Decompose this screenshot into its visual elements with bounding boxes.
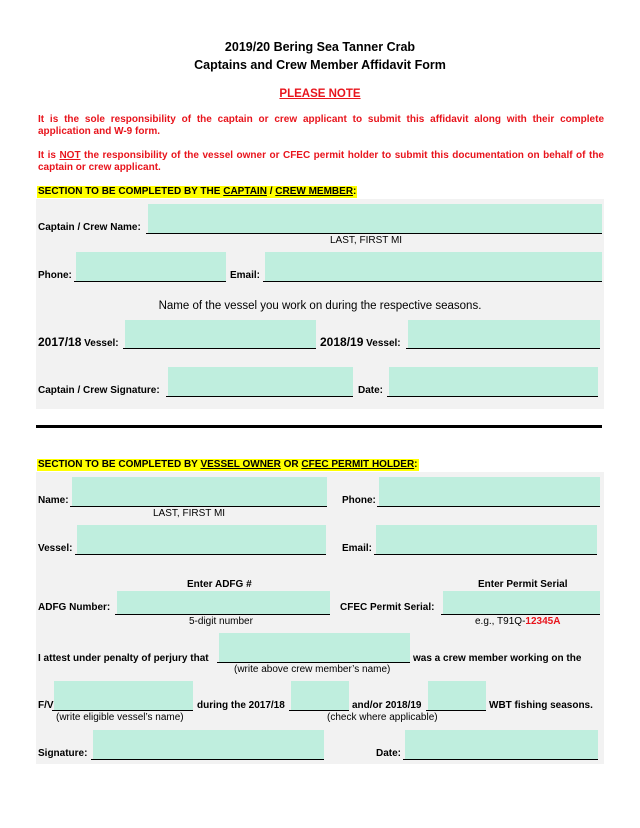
captain-name-field[interactable] xyxy=(148,204,602,233)
section2-heading-text: SECTION TO BE COMPLETED BY xyxy=(38,459,201,470)
cfec-hint-example: 12345A xyxy=(525,616,561,627)
adfg-number-underline xyxy=(115,614,330,615)
attest-label: I attest under penalty of perjury that xyxy=(38,653,209,664)
note-not-responsibility xyxy=(38,150,604,174)
section2-heading-or: OR xyxy=(280,459,302,470)
vessel-1718-underline xyxy=(123,348,316,349)
owner-name-field[interactable] xyxy=(72,477,327,506)
owner-phone-underline xyxy=(377,506,600,507)
cfec-permit-field[interactable] xyxy=(443,591,600,614)
note2-text-end: the responsibility of the vessel owner or CFEC permit holder to submit this documentation on behalf of the captain or crew applicant. xyxy=(38,150,604,173)
vessel-instruction: Name of the vessel you work on during the respective seasons. xyxy=(158,300,482,312)
captain-date-underline xyxy=(387,396,598,397)
note2-text: It is xyxy=(38,150,60,161)
section1-heading-crew: CREW MEMBER xyxy=(275,186,354,197)
attest-crew-name-underline xyxy=(217,662,410,663)
captain-date-label: Date: xyxy=(358,385,384,396)
section1-heading-captain: CAPTAIN xyxy=(223,186,267,197)
season-1819-checkbox[interactable] xyxy=(428,681,486,710)
permit-enter-label: Enter Permit Serial xyxy=(478,579,568,590)
season-1718-checkbox[interactable] xyxy=(291,681,349,710)
owner-date-field[interactable] xyxy=(405,730,598,759)
season-1718-underline xyxy=(289,710,349,711)
vessel-1718-label xyxy=(38,335,119,349)
fv-vessel-field[interactable] xyxy=(54,681,193,710)
owner-email-label: Email: xyxy=(342,543,373,554)
adfg-enter-label: Enter ADFG # xyxy=(187,579,252,590)
form-title-line1: 2019/20 Bering Sea Tanner Crab xyxy=(224,40,416,54)
owner-date-label: Date: xyxy=(376,748,402,759)
fv-vessel-underline xyxy=(52,710,193,711)
email-field[interactable] xyxy=(265,252,602,281)
owner-email-underline xyxy=(374,554,597,555)
captain-signature-label: Captain / Crew Signature: xyxy=(38,385,160,396)
adfg-number-field[interactable] xyxy=(117,591,330,614)
cfec-hint-text: e.g., T91Q- xyxy=(475,616,526,627)
owner-name-label: Name: xyxy=(38,495,69,506)
captain-signature-field[interactable] xyxy=(168,367,353,396)
captain-name-label: Captain / Crew Name: xyxy=(38,222,141,233)
owner-date-underline xyxy=(403,759,598,760)
please-note-heading: PLEASE NOTE xyxy=(279,88,361,100)
vessel-1718-text: Vessel: xyxy=(81,338,119,349)
section2-heading-cfec: CFEC PERMIT HOLDER xyxy=(301,459,415,470)
email-underline xyxy=(263,281,602,282)
cfec-permit-hint xyxy=(475,616,560,627)
captain-date-field[interactable] xyxy=(389,367,598,396)
phone-label: Phone: xyxy=(38,270,72,281)
vessel-1718-year: 2017/18 xyxy=(38,335,82,349)
note2-not: NOT xyxy=(59,150,81,161)
section1-heading-text: SECTION TO BE COMPLETED BY THE xyxy=(38,186,224,197)
fv-hint: (write eligible vessel’s name) xyxy=(56,712,184,723)
owner-email-field[interactable] xyxy=(376,525,597,554)
section1-heading-colon: : xyxy=(353,186,357,197)
vessel-1718-field[interactable] xyxy=(125,320,316,348)
form-title-line2: Captains and Crew Member Affidavit Form xyxy=(194,58,446,72)
section2-heading-colon: : xyxy=(414,459,418,470)
section1-heading xyxy=(37,186,357,198)
owner-phone-field[interactable] xyxy=(379,477,600,506)
vessel-1819-label xyxy=(320,335,401,349)
email-label: Email: xyxy=(230,270,261,281)
section-divider xyxy=(36,425,602,428)
section1-heading-sep: / xyxy=(266,186,276,197)
attest-continue-label: was a crew member working on the xyxy=(413,653,582,664)
vessel-1819-field[interactable] xyxy=(408,320,600,348)
owner-phone-label: Phone: xyxy=(342,495,376,506)
owner-vessel-underline xyxy=(75,554,326,555)
owner-vessel-label: Vessel: xyxy=(38,543,73,554)
andor-1819-label: and/or 2018/19 xyxy=(352,700,422,711)
owner-signature-label: Signature: xyxy=(38,748,88,759)
owner-signature-underline xyxy=(91,759,324,760)
section2-heading-owner: VESSEL OWNER xyxy=(200,459,281,470)
season-1819-underline xyxy=(426,710,486,711)
note-sole-responsibility: It is the sole responsibility of the captain or crew applicant to submit this affidavit along with their complete application and W-9 form. xyxy=(38,114,604,137)
owner-vessel-field[interactable] xyxy=(77,525,326,554)
section2-heading xyxy=(37,459,419,471)
attest-crew-name-field[interactable] xyxy=(219,633,410,662)
owner-name-underline xyxy=(70,506,327,507)
attest-hint: (write above crew member’s name) xyxy=(234,664,391,675)
cfec-permit-underline xyxy=(441,614,600,615)
captain-name-underline xyxy=(146,233,602,234)
phone-underline xyxy=(74,281,226,282)
fv-label: F/V xyxy=(38,700,54,711)
wbt-seasons-label: WBT fishing seasons. xyxy=(489,700,593,711)
captain-name-hint: LAST, FIRST MI xyxy=(330,235,403,246)
cfec-permit-label: CFEC Permit Serial: xyxy=(340,602,435,613)
adfg-number-label: ADFG Number: xyxy=(38,602,111,613)
captain-signature-underline xyxy=(166,396,353,397)
adfg-number-hint: 5-digit number xyxy=(189,616,253,627)
check-hint: (check where applicable) xyxy=(327,712,438,723)
vessel-1819-text: Vessel: xyxy=(363,338,401,349)
vessel-1819-year: 2018/19 xyxy=(320,335,364,349)
vessel-1819-underline xyxy=(406,348,600,349)
during-1718-label: during the 2017/18 xyxy=(197,700,285,711)
owner-signature-field[interactable] xyxy=(93,730,324,759)
owner-name-hint: LAST, FIRST MI xyxy=(153,508,226,519)
phone-field[interactable] xyxy=(76,252,226,281)
